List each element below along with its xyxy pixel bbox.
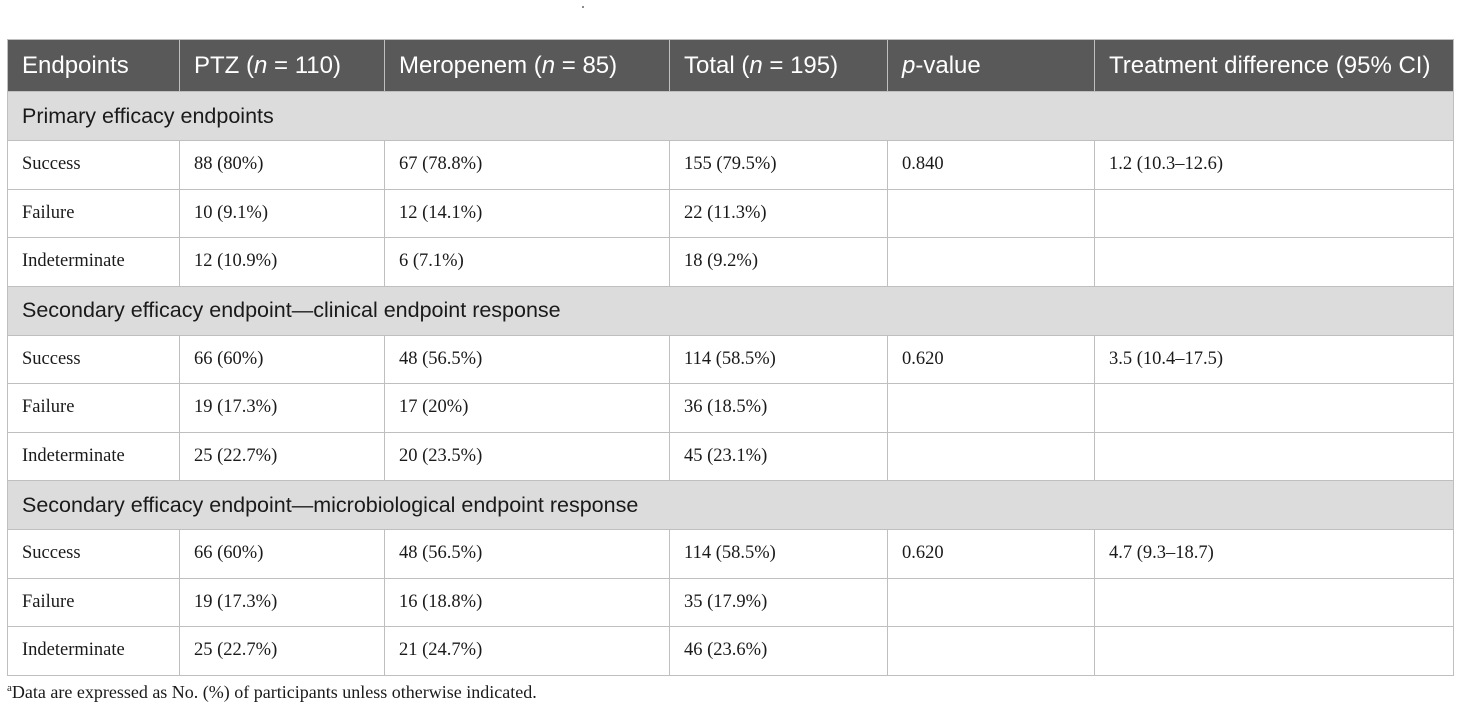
table-body [8,92,1454,676]
cell-diff: 3.5 (10.4–17.5) [1095,335,1454,384]
footnote [7,682,537,703]
cell-ptz: 66 (60%) [180,335,385,384]
header-endpoints: Endpoints [8,40,180,92]
cell-ptz: 25 (22.7%) [180,432,385,481]
cell-pvalue: 0.620 [888,530,1095,579]
cell-ptz: 12 (10.9%) [180,238,385,287]
cell-diff: 1.2 (10.3–12.6) [1095,141,1454,190]
cell-total: 155 (79.5%) [670,141,888,190]
cell-meropenem: 12 (14.1%) [385,189,670,238]
cell-pvalue [888,189,1095,238]
cell-ptz: 88 (80%) [180,141,385,190]
section-title: Secondary efficacy endpoint—microbiological endpoint response [8,481,1454,530]
cell-ptz: 25 (22.7%) [180,627,385,676]
table-row [8,238,1454,287]
cell-pvalue [888,578,1095,627]
cell-label: Failure [8,189,180,238]
cell-ptz: 10 (9.1%) [180,189,385,238]
cell-total: 46 (23.6%) [670,627,888,676]
cell-diff [1095,238,1454,287]
cell-label: Failure [8,384,180,433]
cell-label: Success [8,141,180,190]
cell-total: 114 (58.5%) [670,335,888,384]
section-header-row [8,92,1454,141]
cell-meropenem: 6 (7.1%) [385,238,670,287]
cell-meropenem: 17 (20%) [385,384,670,433]
cell-pvalue [888,627,1095,676]
cell-diff [1095,384,1454,433]
header-pvalue: p-value [888,40,1095,92]
footnote-marker: a [7,682,12,694]
header-treatment-difference: Treatment difference (95% CI) [1095,40,1454,92]
table-row [8,189,1454,238]
table-header-row [8,40,1454,92]
cell-pvalue: 0.840 [888,141,1095,190]
cell-diff: 4.7 (9.3–18.7) [1095,530,1454,579]
cell-meropenem: 67 (78.8%) [385,141,670,190]
cell-diff [1095,189,1454,238]
cell-label: Indeterminate [8,432,180,481]
cell-total: 35 (17.9%) [670,578,888,627]
table-row [8,335,1454,384]
cell-meropenem: 48 (56.5%) [385,530,670,579]
cell-pvalue [888,238,1095,287]
cell-ptz: 19 (17.3%) [180,578,385,627]
header-total: Total (n = 195) [670,40,888,92]
section-title: Secondary efficacy endpoint—clinical endpoint response [8,286,1454,335]
cell-total: 45 (23.1%) [670,432,888,481]
cell-label: Failure [8,578,180,627]
cell-diff [1095,432,1454,481]
cell-diff [1095,578,1454,627]
cell-meropenem: 16 (18.8%) [385,578,670,627]
table-row [8,578,1454,627]
cell-label: Success [8,335,180,384]
cell-label: Success [8,530,180,579]
stray-dot-mark [582,6,584,8]
table-row [8,384,1454,433]
cell-meropenem: 48 (56.5%) [385,335,670,384]
cell-diff [1095,627,1454,676]
cell-pvalue [888,432,1095,481]
header-meropenem: Meropenem (n = 85) [385,40,670,92]
cell-meropenem: 21 (24.7%) [385,627,670,676]
cell-label: Indeterminate [8,238,180,287]
footnote-text: Data are expressed as No. (%) of participants unless otherwise indicated. [11,682,537,702]
section-header-row [8,481,1454,530]
cell-meropenem: 20 (23.5%) [385,432,670,481]
table-row [8,530,1454,579]
cell-total: 18 (9.2%) [670,238,888,287]
endpoints-table [7,39,1454,676]
table-row [8,432,1454,481]
section-title: Primary efficacy endpoints [8,92,1454,141]
cell-label: Indeterminate [8,627,180,676]
cell-total: 114 (58.5%) [670,530,888,579]
header-ptz: PTZ (n = 110) [180,40,385,92]
cell-total: 22 (11.3%) [670,189,888,238]
cell-pvalue: 0.620 [888,335,1095,384]
cell-total: 36 (18.5%) [670,384,888,433]
cell-ptz: 66 (60%) [180,530,385,579]
table-row [8,627,1454,676]
cell-ptz: 19 (17.3%) [180,384,385,433]
section-header-row [8,286,1454,335]
table-row [8,141,1454,190]
cell-pvalue [888,384,1095,433]
